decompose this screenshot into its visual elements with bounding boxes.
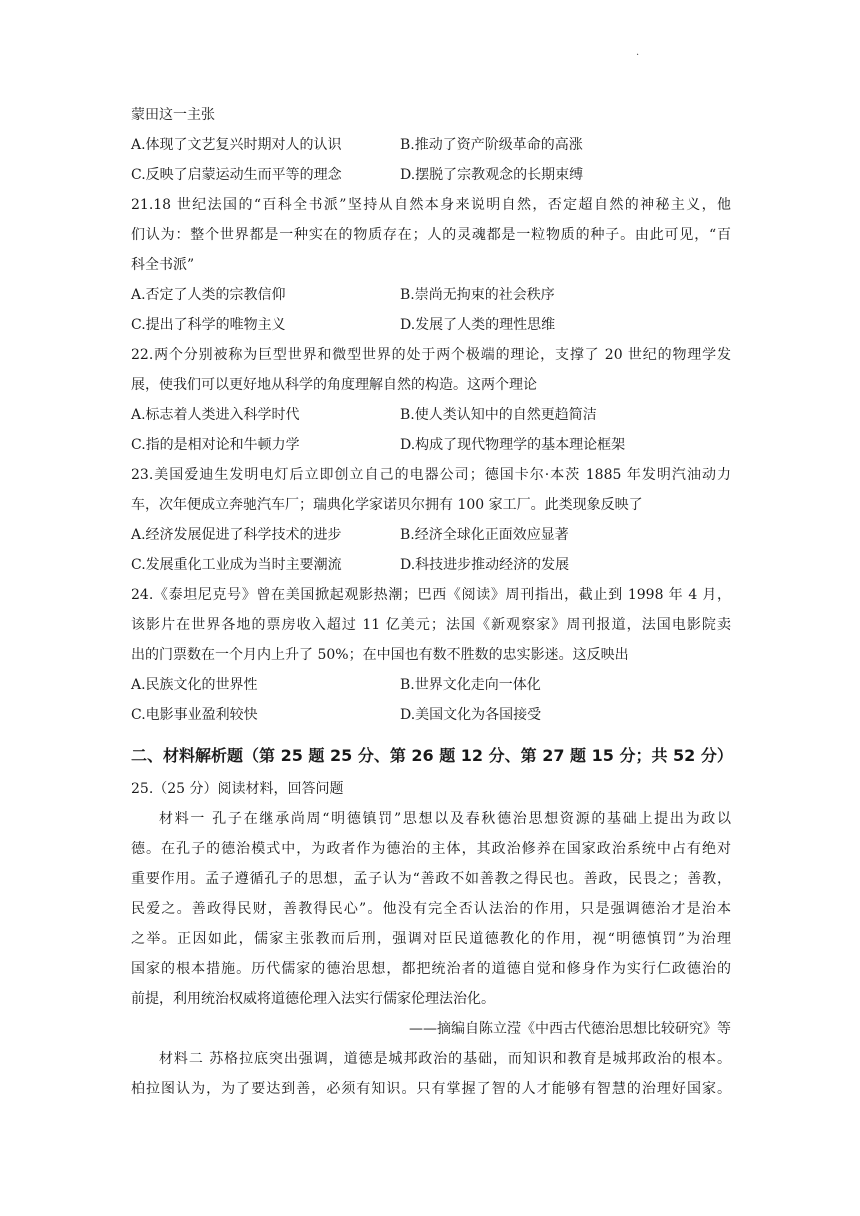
q24-option-b[interactable]: B.世界文化走向一体化	[400, 677, 541, 693]
q20-options-row-1	[131, 130, 731, 160]
q21-stem-line: 们认为：整个世界都是一种实在的物质存在；人的灵魂都是一粒物质的种子。由此可见，“百	[131, 227, 731, 243]
q22-options-row-1	[131, 400, 731, 430]
q20-option-a[interactable]: A.体现了文艺复兴时期对人的认识	[131, 137, 342, 153]
q24-option-a[interactable]: A.民族文化的世界性	[131, 677, 258, 693]
material-1-line: 材料一 孔子在继承尚周“明德镇罚”思想以及春秋德治思想资源的基础上提出为政以	[159, 811, 731, 827]
material-1-source: ——摘编自陈立滢《中西古代德治思想比较研究》等	[409, 1021, 731, 1037]
q24-option-d[interactable]: D.美国文化为各国接受	[400, 707, 542, 723]
q20-option-c[interactable]: C.反映了启蒙运动生而平等的理念	[131, 167, 342, 183]
material-1-line: 国家的根本措施。历代儒家的德治思想，都把统治者的道德自觉和修身作为实行仁政德治的	[131, 961, 731, 977]
q22-options-row-2	[131, 430, 731, 460]
q21-option-a[interactable]: A.否定了人类的宗教信仰	[131, 287, 286, 303]
material-1-line: 民爱之。善政得民财，善教得民心”。他没有完全否认法治的作用，只是强调德治才是治本	[131, 901, 731, 917]
q20-option-d[interactable]: D.摆脱了宗教观念的长期束缚	[400, 167, 584, 183]
header-dot: ·	[636, 50, 640, 61]
q22-option-b[interactable]: B.使人类认知中的自然更趋简洁	[400, 407, 597, 423]
q22-option-c[interactable]: C.指的是相对论和牛顿力学	[131, 437, 300, 453]
material-2-line: 材料二 苏格拉底突出强调，道德是城邦政治的基础，而知识和教育是城邦政治的根本。	[159, 1051, 731, 1067]
q24-option-c[interactable]: C.电影事业盈利较快	[131, 707, 258, 723]
q23-options-row-1	[131, 520, 731, 550]
q22-option-d[interactable]: D.构成了现代物理学的基本理论框架	[400, 437, 626, 453]
q24-stem-line: 24.《泰坦尼克号》曾在美国掀起观影热潮；巴西《阅读》周刊指出，截止到 1998 年 4 月，	[131, 587, 731, 603]
q21-option-c[interactable]: C.提出了科学的唯物主义	[131, 317, 286, 333]
q21-stem-line: 科全书派”	[131, 257, 195, 273]
q23-option-c[interactable]: C.发展重化工业成为当时主要潮流	[131, 557, 342, 573]
q20-options-row-2	[131, 160, 731, 190]
q20-stem-tail: 蒙田这一主张	[131, 107, 215, 123]
q21-options-row-2	[131, 310, 731, 340]
q24-options-row-2	[131, 700, 731, 730]
material-1-line: 重要作用。孟子遵循孔子的思想，孟子认为“善政不如善教之得民也。善政，民畏之；善教，	[131, 871, 731, 887]
exam-content	[131, 100, 731, 1104]
q23-option-a[interactable]: A.经济发展促进了科学技术的进步	[131, 527, 342, 543]
q23-stem-line: 车，次年便成立奔驰汽车厂；瑞典化学家诺贝尔拥有 100 家工厂。此类现象反映了	[131, 497, 643, 513]
q23-options-row-2	[131, 550, 731, 580]
q25-heading: 25.（25 分）阅读材料，回答问题	[131, 781, 344, 797]
q23-option-d[interactable]: D.科技进步推动经济的发展	[400, 557, 570, 573]
q21-options-row-1	[131, 280, 731, 310]
q24-stem-line: 出的门票数在一个月内上升了 50%；在中国也有数不胜数的忠实影迷。这反映出	[131, 647, 629, 663]
q23-stem-line: 23.美国爱迪生发明电灯后立即创立自己的电器公司；德国卡尔·本茨 1885 年发明汽油动力	[131, 467, 731, 483]
material-1-line: 德。在孔子的德治模式中，为政者作为德治的主体，其政治修养在国家政治系统中占有绝对	[131, 841, 731, 857]
material-1-line: 之举。正因如此，儒家主张教而后刑，强调对臣民道德教化的作用，视“明德慎罚”为治理	[131, 931, 731, 947]
q21-stem-line: 21.18 世纪法国的“百科全书派”坚持从自然本身来说明自然，否定超自然的神秘主义，他	[131, 197, 731, 213]
q21-option-d[interactable]: D.发展了人类的理性思维	[400, 317, 556, 333]
q23-option-b[interactable]: B.经济全球化正面效应显著	[400, 527, 569, 543]
section-title: 二、材料解析题（第 25 题 25 分、第 26 题 12 分、第 27 题 15 分；共 52 分）	[131, 746, 733, 765]
q22-stem-line: 22.两个分别被称为巨型世界和微型世界的处于两个极端的理论，支撑了 20 世纪的物理学发	[131, 347, 731, 363]
q21-option-b[interactable]: B.崇尚无拘束的社会秩序	[400, 287, 555, 303]
q24-options-row-1	[131, 670, 731, 700]
q24-stem-line: 该影片在世界各地的票房收入超过 11 亿美元；法国《新观察家》周刊报道，法国电影院卖	[131, 617, 731, 633]
material-1-line: 前提，利用统治权威将道德伦理入法实行儒家伦理法治化。	[131, 991, 495, 1007]
q22-option-a[interactable]: A.标志着人类进入科学时代	[131, 407, 300, 423]
q22-stem-line: 展，使我们可以更好地从科学的角度理解自然的构造。这两个理论	[131, 377, 537, 393]
material-2-line: 柏拉图认为，为了要达到善，必须有知识。只有掌握了智的人才能够有智慧的治理好国家。	[131, 1081, 731, 1097]
q20-option-b[interactable]: B.推动了资产阶级革命的高涨	[400, 137, 583, 153]
